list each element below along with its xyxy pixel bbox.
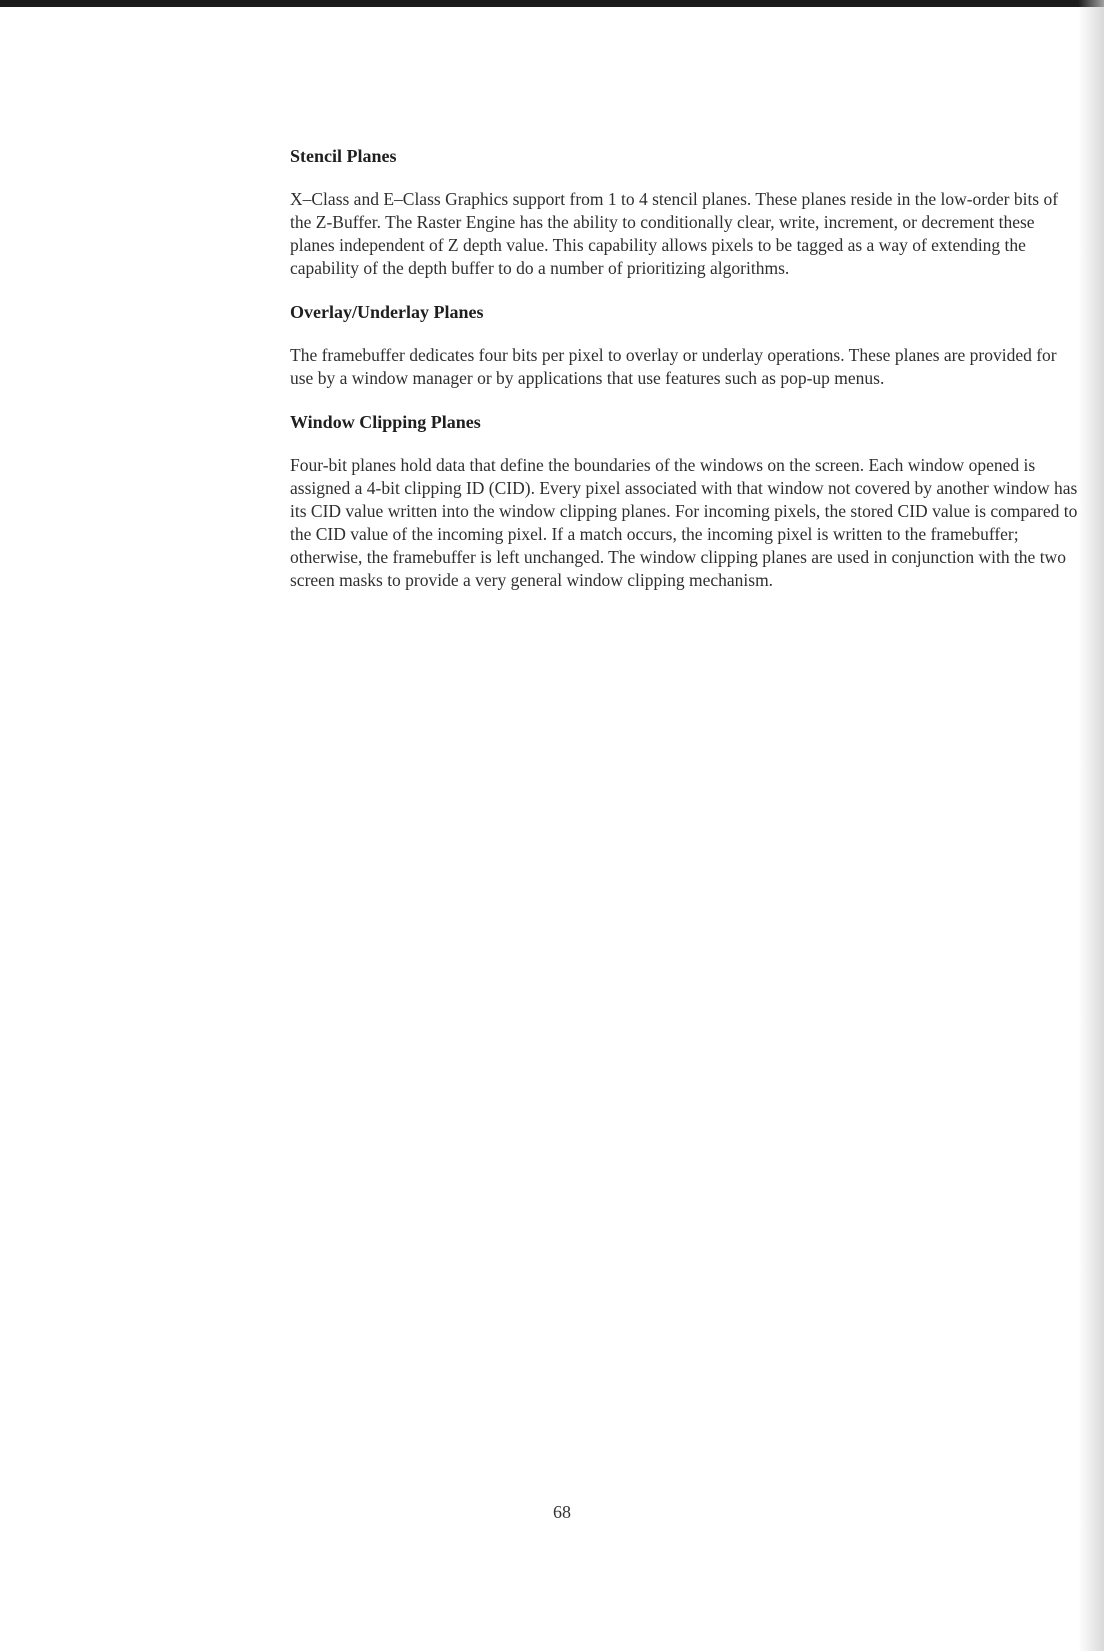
- section-heading: Overlay/Underlay Planes: [290, 302, 484, 322]
- section-heading: Window Clipping Planes: [290, 412, 481, 432]
- section-window-clipping-planes: [290, 410, 1080, 592]
- page-content: [290, 144, 1080, 612]
- section-heading: Stencil Planes: [290, 146, 397, 166]
- scan-top-edge: [0, 0, 1104, 7]
- scan-right-shadow: [1078, 0, 1104, 1651]
- section-body: The framebuffer dedicates four bits per pixel to overlay or underlay operations. These planes are provided for use by a window manager or by applications that use features such as pop-up menus.: [290, 345, 1057, 388]
- section-overlay-underlay-planes: [290, 300, 1080, 390]
- section-stencil-planes: [290, 144, 1080, 280]
- page-number: 68: [553, 1502, 571, 1522]
- section-body: X–Class and E–Class Graphics support from 1 to 4 stencil planes. These planes reside in the low-order bits of the Z-Buffer. The Raster Engine has the ability to conditionally clear, write, increment, or decrement these planes independent of Z depth value. This capability allows pixels to be tagged as a way of extending the capability of the depth buffer to do a number of prioritizing algorithms.: [290, 189, 1059, 278]
- section-body: Four-bit planes hold data that define the boundaries of the windows on the screen. Each window opened is assigned a 4-bit clipping ID (CID). Every pixel associated with that window not covered by another window has its CID value written into the window clipping planes. For incoming pixels, the stored CID value is compared to the CID value of the incoming pixel. If a match occurs, the incoming pixel is written to the framebuffer; otherwise, the framebuffer is left unchanged. The window clipping planes are used in conjunction with the two screen masks to provide a very general window clipping mechanism.: [290, 455, 1078, 590]
